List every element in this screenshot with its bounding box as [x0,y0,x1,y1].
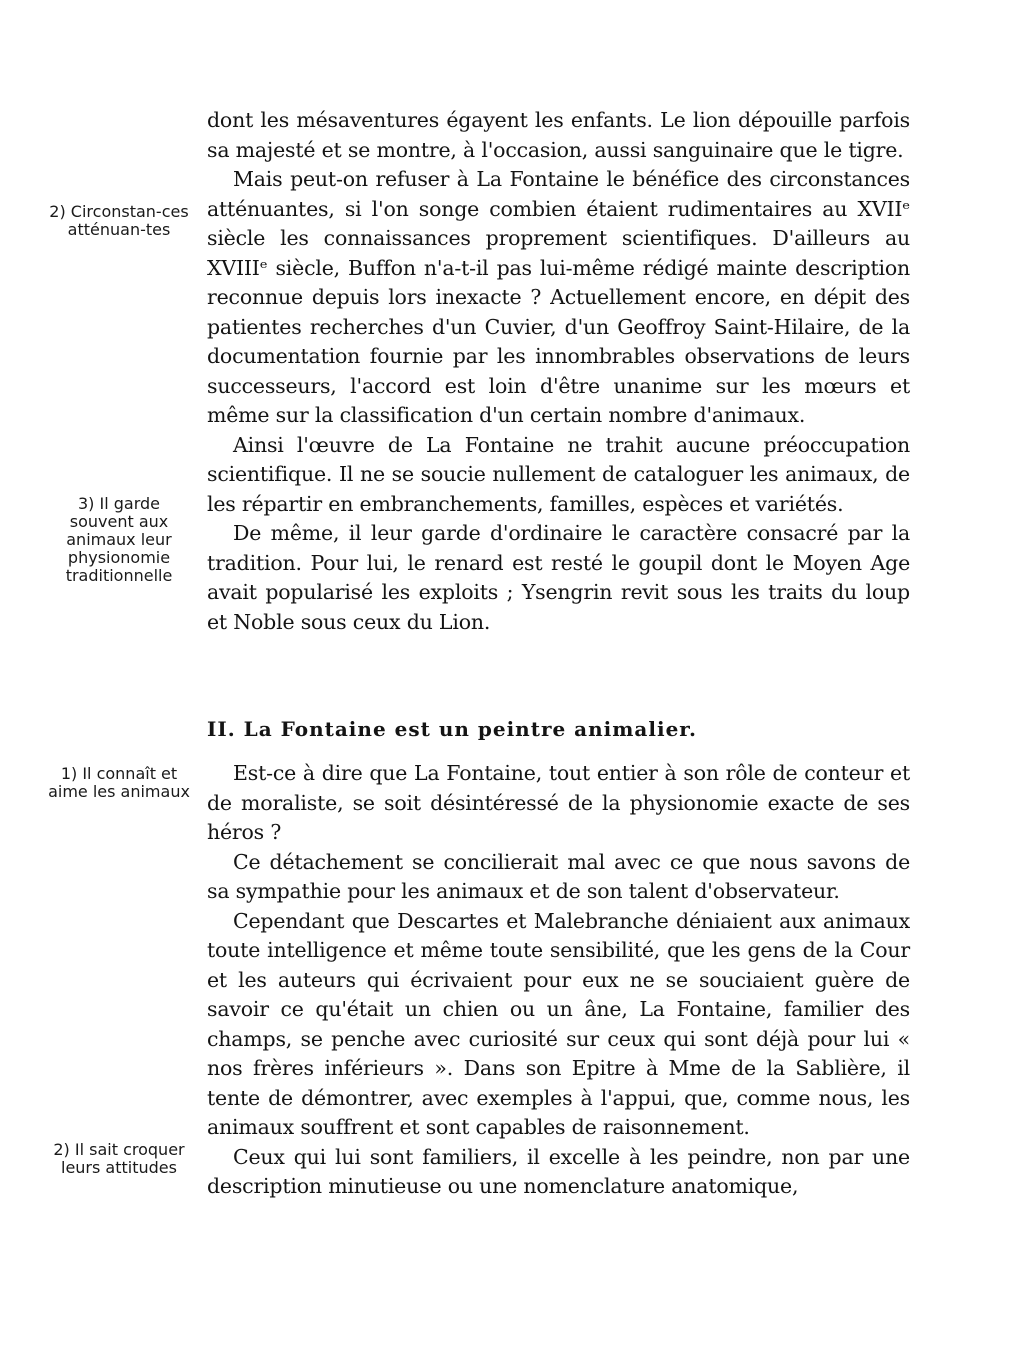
section-heading: II. La Fontaine est un peintre animalier. [207,717,697,741]
paragraph: dont les mésaventures égayent les enfants. Le lion dépouille parfois sa majesté et se montre, à l'occasion, aussi sanguinaire que le tigre. [207,108,910,162]
paragraph: Ainsi l'œuvre de La Fontaine ne trahit aucune préoccupation scientifique. Il ne se soucie nullement de cataloguer les animaux, de les répartir en embranchements, familles, espèces et variétés. [207,432,910,516]
body-text-bottom [207,759,910,1202]
margin-note-knows-animals: 1) Il connaît et aime les animaux [48,764,190,801]
paragraph: Ce détachement se concilierait mal avec ce que nous savons de sa sympathie pour les animaux et de son talent d'observateur. [207,849,910,903]
paragraph: Ceux qui lui sont familiers, il excelle à les peindre, non par une description minutieuse ou une nomenclature anatomique, [207,1144,910,1198]
paragraph: De même, il leur garde d'ordinaire le caractère consacré par la tradition. Pour lui, le renard est resté le goupil dont le Moyen Age avait popularisé les exploits ; Ysengrin revit sous les traits du loup et Noble sous ceux du Lion. [207,521,910,634]
paragraph: Est-ce à dire que La Fontaine, tout entier à son rôle de conteur et de moraliste, se soit désintéressé de la physionomie exacte de ses héros ? [207,761,910,844]
margin-note-circumstances: 2) Circonstan-ces atténuan-tes [49,202,189,239]
body-text-top [207,106,910,637]
paragraph: Cependant que Descartes et Malebranche déniaient aux animaux toute intelligence et même toute sensibilité, que les gens de la Cour et les auteurs qui écrivaient pour eux ne se souciaient guère de savoir ce qu'était un chien ou un âne, La Fontaine, familier des champs, se penche avec curiosité sur ceux qui sont déjà pour lui « nos frères inférieurs ». Dans son Epitre à Mme de la Sablière, il tente de démontrer, avec exemples à l'appui, que, comme nous, les animaux souffrent et sont capables de raisonnement. [207,908,910,1139]
margin-note-sketch-attitudes: 2) Il sait croquer leurs attitudes [53,1140,185,1177]
margin-note-traditional-physiognomy: 3) Il garde souvent aux animaux leur physionomie traditionnelle [65,494,173,585]
paragraph: Mais peut-on refuser à La Fontaine le bénéfice des circonstances atténuantes, si l'on songe combien étaient rudimentaires au XVIIᵉ siècle les connaissances proprement scientifiques. D'ailleurs au XVIIIᵉ siècle, Buffon n'a-t-il pas lui-même rédigé mainte description reconnue depuis lors inexacte ? Actuellement encore, en dépit des patientes recherches d'un Cuvier, d'un Geoffroy Saint-Hilaire, de la documentation fournie par les innombrables observations de leurs successeurs, l'accord est loin d'être unanime sur les mœurs et même sur la classification d'un certain nombre d'animaux. [207,167,910,427]
